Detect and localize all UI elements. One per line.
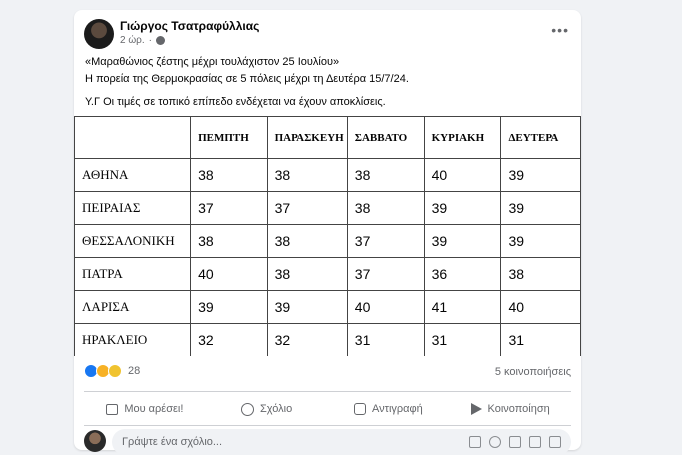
day-header: ΠΑΡΑΣΚΕΥΗ — [267, 117, 347, 159]
globe-icon[interactable] — [156, 36, 165, 45]
temp-cell: 38 — [267, 159, 347, 192]
thumbs-up-icon — [106, 404, 118, 415]
camera-icon[interactable] — [509, 436, 521, 448]
post-card — [74, 10, 581, 450]
post-text-line-1: «Μαραθώνιος ζέστης μέχρι τουλάχιστον 25 Ιουλίου» — [85, 56, 340, 68]
sticker-icon[interactable] — [549, 436, 561, 448]
temp-cell: 39 — [501, 159, 581, 192]
reaction-count[interactable]: 28 — [128, 365, 141, 377]
temp-cell: 36 — [424, 258, 501, 291]
copy-icon — [354, 403, 366, 415]
share-arrow-icon — [471, 403, 482, 415]
temp-cell: 38 — [267, 258, 347, 291]
reactions-summary[interactable] — [84, 364, 140, 378]
temp-cell: 31 — [347, 324, 424, 357]
author-name[interactable]: Γιώργος Τσατραφύλλιας — [120, 19, 260, 33]
city-cell: ΘΕΣΣΑΛΟΝΙΚΗ — [75, 225, 191, 258]
temp-cell: 37 — [191, 192, 267, 225]
temp-cell: 39 — [424, 225, 501, 258]
share-button[interactable] — [449, 394, 571, 424]
table-row — [75, 258, 581, 291]
gif-icon[interactable] — [529, 436, 541, 448]
post-text-line-2: Η πορεία της Θερμοκρασίας σε 5 πόλεις μέχρι τη Δευτέρα 15/7/24. — [85, 73, 409, 85]
table-row — [75, 225, 581, 258]
post-actions-bar — [84, 394, 571, 424]
temp-cell: 39 — [424, 192, 501, 225]
separator-dot: · — [148, 35, 152, 46]
author-avatar[interactable] — [84, 19, 114, 49]
like-label: Μου αρέσει! — [124, 403, 184, 415]
table-row — [75, 291, 581, 324]
day-header: ΠΕΜΠΤΗ — [191, 117, 267, 159]
post-text-line-3: Υ.Γ Οι τιμές σε τοπικό επίπεδο ενδέχεται να έχουν αποκλίσεις. — [85, 96, 386, 108]
copy-button[interactable] — [328, 394, 450, 424]
temperature-table — [74, 116, 581, 356]
comment-tools — [469, 436, 561, 448]
divider — [84, 425, 571, 426]
temp-cell: 37 — [267, 192, 347, 225]
day-header: ΔΕΥΤΕΡΑ — [501, 117, 581, 159]
temp-cell: 40 — [501, 291, 581, 324]
temp-cell: 38 — [347, 159, 424, 192]
temp-cell: 40 — [347, 291, 424, 324]
comment-input[interactable] — [112, 429, 571, 455]
post-image[interactable] — [74, 116, 581, 356]
temp-cell: 38 — [347, 192, 424, 225]
share-label: Κοινοποίηση — [487, 403, 550, 415]
temp-cell: 38 — [191, 159, 267, 192]
temp-cell: 39 — [267, 291, 347, 324]
temp-cell: 38 — [267, 225, 347, 258]
temp-cell: 39 — [501, 225, 581, 258]
day-header: ΚΥΡΙΑΚΗ — [424, 117, 501, 159]
city-cell: ΑΘΗΝΑ — [75, 159, 191, 192]
temp-cell: 41 — [424, 291, 501, 324]
post-meta — [120, 35, 165, 46]
temp-cell: 39 — [191, 291, 267, 324]
temp-cell: 40 — [191, 258, 267, 291]
temp-cell: 38 — [501, 258, 581, 291]
temp-cell: 38 — [191, 225, 267, 258]
sad-reaction-icon — [108, 364, 122, 378]
temp-cell: 31 — [501, 324, 581, 357]
more-options-button[interactable]: ••• — [551, 22, 569, 38]
table-row — [75, 159, 581, 192]
table-row — [75, 192, 581, 225]
comment-button[interactable] — [206, 394, 328, 424]
table-corner-cell — [75, 117, 191, 159]
table-header-row — [75, 117, 581, 159]
post-time[interactable]: 2 ώρ. — [120, 35, 145, 46]
shares-count[interactable]: 5 κοινοποιήσεις — [494, 366, 571, 378]
city-cell: ΗΡΑΚΛΕΙΟ — [75, 324, 191, 357]
temp-cell: 32 — [191, 324, 267, 357]
temp-cell: 40 — [424, 159, 501, 192]
speech-bubble-icon — [241, 403, 254, 416]
city-cell: ΠΕΙΡΑΙΑΣ — [75, 192, 191, 225]
city-cell: ΠΑΤΡΑ — [75, 258, 191, 291]
temp-cell: 31 — [424, 324, 501, 357]
avatar-sticker-icon[interactable] — [469, 436, 481, 448]
temp-cell: 37 — [347, 225, 424, 258]
comment-placeholder: Γράψτε ένα σχόλιο... — [122, 436, 223, 448]
temp-cell: 37 — [347, 258, 424, 291]
temp-cell: 39 — [501, 192, 581, 225]
divider — [84, 391, 571, 392]
current-user-avatar[interactable] — [84, 430, 106, 452]
temp-cell: 32 — [267, 324, 347, 357]
city-cell: ΛΑΡΙΣΑ — [75, 291, 191, 324]
day-header: ΣΑΒΒΑΤΟ — [347, 117, 424, 159]
like-button[interactable] — [84, 394, 206, 424]
comment-label: Σχόλιο — [260, 403, 293, 415]
table-row — [75, 324, 581, 357]
emoji-icon[interactable] — [489, 436, 501, 448]
copy-label: Αντιγραφή — [371, 403, 423, 415]
